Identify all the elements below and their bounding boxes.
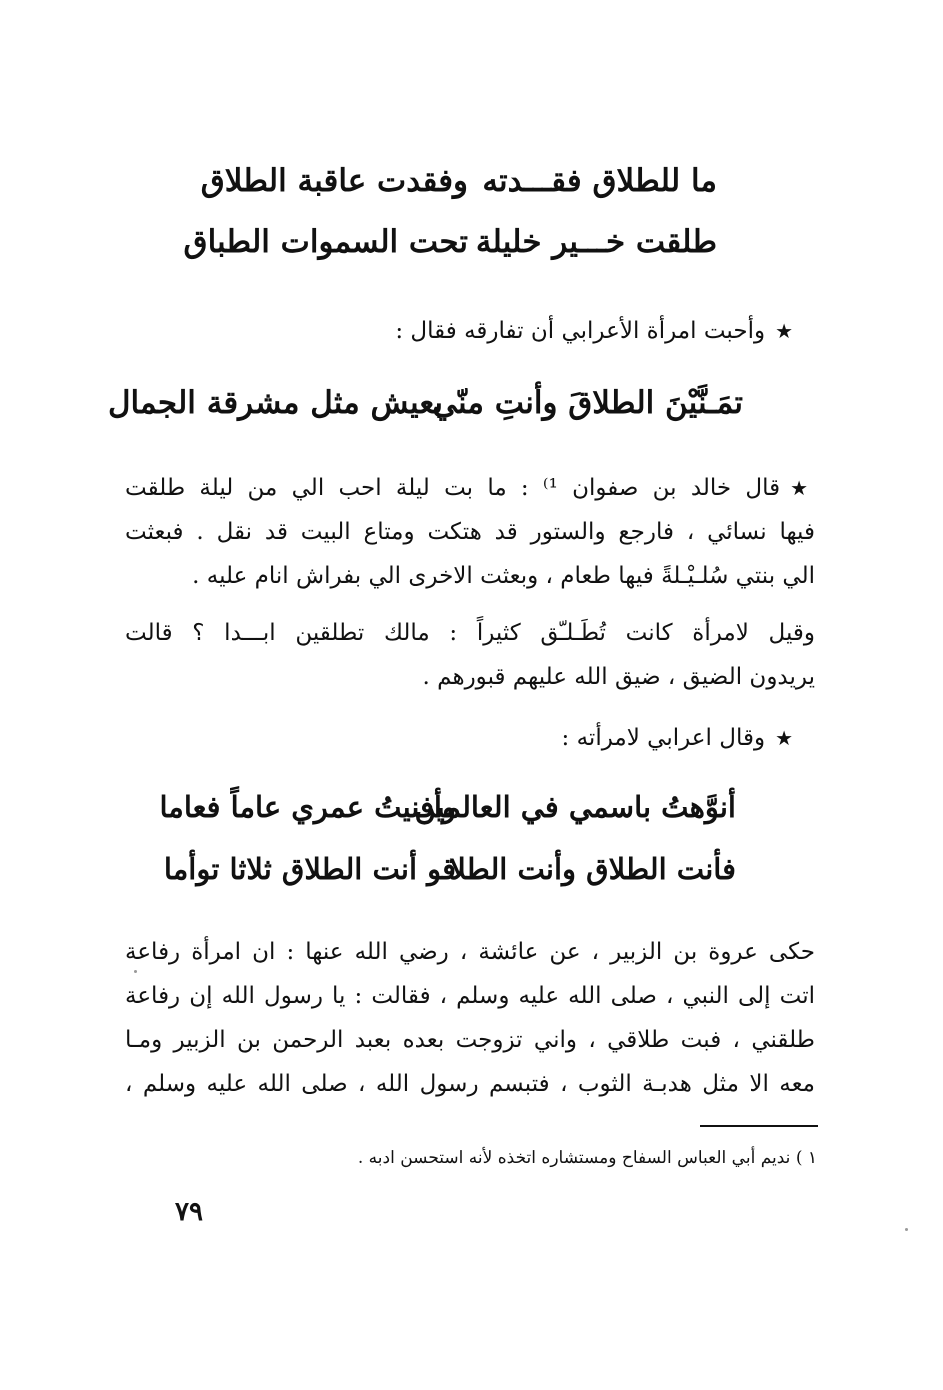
paragraph-3-line-4: معه الا مثل هدبـة الثوب ، فتبسم رسول الله ، صلى الله عليه وسلم ، xyxy=(125,1071,815,1097)
poem-1-line-1-left-hemistich: وفقدت عاقبة الطلاق xyxy=(200,163,468,199)
footnote-separator xyxy=(700,1125,818,1127)
poem-2-line-1-right-hemistich: تمَـنَّيْنَ الطلاقَ وأنتِ منّي xyxy=(432,385,743,421)
paragraph-1 xyxy=(125,466,815,598)
scan-speck xyxy=(134,970,137,973)
poem-3-line-1-right-hemistich: أنوَّهتُ باسمي في العالمين xyxy=(414,790,736,824)
poem-1-line-2-left-hemistich: تحت السموات الطباق xyxy=(183,224,468,260)
star-icon: ★ xyxy=(790,476,815,500)
page-number: ٧٩ xyxy=(175,1197,203,1227)
poem-3-line-2-left-hemistich: قو أنت الطلاق ثلاثا توأما xyxy=(163,852,456,886)
paragraph-1-line-2: فيها نسائي ، فارجع والستور قد هتكت ومتاع البيت قد نقل . فبعثت xyxy=(125,519,815,545)
scan-speck xyxy=(905,1228,908,1231)
footnote: ١ ) نديم أبي العباس السفاح ومستشاره اتخذه لأنه استحسن ادبه . xyxy=(357,1148,817,1168)
intro-line-3-text: وقال اعرابي لامرأته : xyxy=(561,725,766,751)
paragraph-1-line-1-text: قال خالد بن صفوان ¹⁾ : ما بت ليلة احب الي من ليلة طلقت xyxy=(125,475,781,501)
star-icon: ★ xyxy=(775,726,793,750)
paragraph-1-line-3: الي بنتي سُلـيْـلةً فيها طعام ، وبعثت الاخرى الي بفراش انام عليه . xyxy=(192,563,815,589)
paragraph-2 xyxy=(125,611,815,699)
paragraph-3-line-2: اتت إلى النبي ، صلى الله عليه وسلم ، فقالت : يا رسول الله إن رفاعة xyxy=(125,983,815,1009)
intro-line-3 xyxy=(562,725,793,751)
intro-line-2 xyxy=(395,318,793,344)
poem-1-line-1-right-hemistich: ما للطلاق فقـــدته xyxy=(482,163,717,199)
poem-3-line-1-left-hemistich: وأفنيتُ عمري عاماً فعاما xyxy=(159,790,456,824)
star-icon: ★ xyxy=(775,319,793,343)
poem-3-line-2-right-hemistich: فأنت الطلاق وأنت الطلا xyxy=(449,852,736,886)
paragraph-3 xyxy=(125,930,815,1106)
paragraph-2-line-1: وقيل لامرأة كانت تُطَـلـّق كثيراً : مالك تطلقين ابـــدا ؟ قالت xyxy=(125,620,815,646)
paragraph-3-line-3: طلقني ، فبت طلاقي ، واني تزوجت بعده بعبد الرحمن بن الزبير ومـا xyxy=(125,1027,815,1053)
paragraph-1-line-1 xyxy=(125,466,815,510)
poem-2-line-1-left-hemistich: بعيش مثل مشرقة الجمال xyxy=(107,385,443,421)
poem-1-line-2-right-hemistich: طلقت خـــير خليلة xyxy=(475,224,717,260)
paragraph-3-line-1: حكى عروة بن الزبير ، عن عائشة ، رضي الله عنها : ان امرأة رفاعة xyxy=(125,939,815,965)
paragraph-2-line-2: يريدون الضيق ، ضيق الله عليهم قبورهم . xyxy=(422,664,815,690)
intro-line-2-text: وأحبت امرأة الأعرابي أن تفارقه فقال : xyxy=(395,318,766,344)
